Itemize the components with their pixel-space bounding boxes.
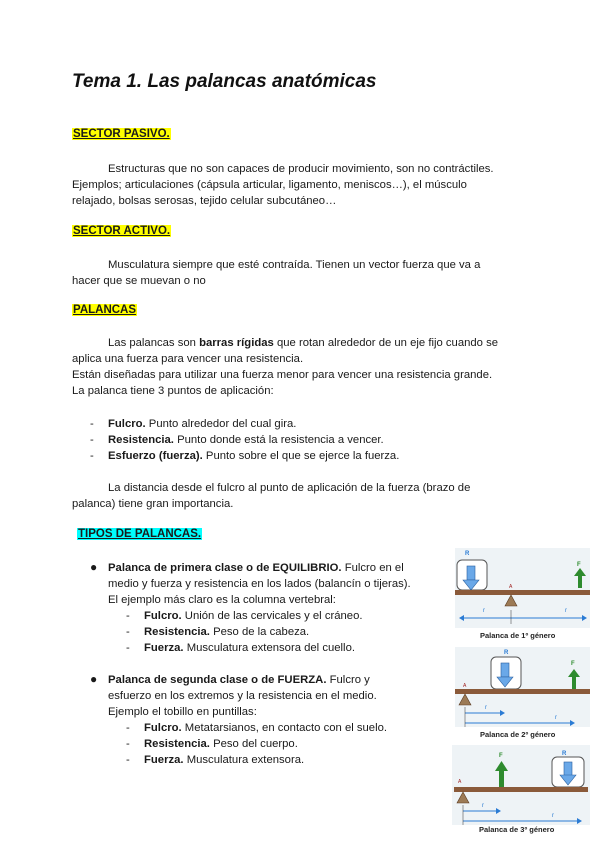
- label-a: A: [509, 584, 513, 590]
- sector-activo-heading: SECTOR ACTIVO.: [73, 225, 171, 237]
- tipos-heading: TIPOS DE PALANCAS.: [78, 528, 202, 540]
- page-title: Tema 1. Las palancas anatómicas: [72, 71, 377, 92]
- label-f: F: [499, 753, 503, 759]
- lever-bar: [454, 787, 588, 792]
- segunda-items: [90, 720, 387, 768]
- label-r-short: r: [482, 803, 484, 809]
- label-r-short: r: [485, 705, 487, 711]
- resistance-arrow-icon: [501, 663, 509, 677]
- list-item: - Resistencia. Peso de la cabeza.: [126, 626, 310, 638]
- lever-diagram-1: [455, 548, 590, 643]
- force-arrow-shaft: [578, 574, 582, 588]
- label-a: A: [458, 779, 462, 785]
- label-a: A: [463, 683, 467, 689]
- palancas-text: Las palancas son barras rígidas que rotan alrededor de un eje fijo cuando se aplica una fuerza para vencer una resistencia. Están diseñadas para utilizar una fuerza menor para vencer una resistencia grande. La palanca tiene 3 puntos de aplicación:: [72, 337, 499, 397]
- list-item: - Fuerza. Musculatura extensora del cuello.: [126, 642, 355, 654]
- force-arrow-shaft: [572, 675, 576, 689]
- figure-background: [455, 647, 590, 727]
- figure-caption-1: Palanca de 1º género: [480, 631, 556, 640]
- lever-diagram-2: [455, 647, 590, 742]
- label-r-long: r: [555, 715, 557, 721]
- resistance-arrow-icon: [564, 762, 572, 776]
- palancas-heading: PALANCAS: [73, 304, 137, 316]
- figure-caption-2: Palanca de 2º género: [480, 730, 556, 739]
- figure-caption-3: Palanca de 3º género: [479, 825, 555, 834]
- label-f: F: [577, 562, 581, 568]
- sector-pasivo-text: Estructuras que no son capaces de producir movimiento, son no contráctiles. Ejemplos; articulaciones (cápsula articular, ligamento, meniscos…), el músculo relajado, bolsas serosas, tejido celular subcutáneo…: [72, 163, 494, 207]
- palancas-points-list: [90, 416, 399, 464]
- lever-bar: [455, 590, 590, 595]
- label-f: F: [571, 661, 575, 667]
- list-item: - Fulcro. Metatarsianos, en contacto con el suelo.: [126, 722, 388, 734]
- list-item: - Esfuerzo (fuerza). Punto sobre el que se ejerce la fuerza.: [90, 450, 400, 462]
- distance-text: La distancia desde el fulcro al punto de aplicación de la fuerza (brazo de palanca) tiene gran importancia.: [72, 482, 471, 510]
- label-r-left: r: [483, 608, 485, 614]
- label-r-upper: R: [562, 751, 567, 757]
- lever-figure-second-class: [455, 647, 590, 742]
- lever-bar: [455, 689, 590, 694]
- primera-clase-block: ● Palanca de primera clase o de EQUILIBRIO. Fulcro en el medio y fuerza y resistencia en los lados (balancín o tijeras). El ejemplo más claro es la columna vertebral: - Fulcro. Unión de las cervicales y el cráneo. - Resistencia. Peso de la cabeza. - Fuerza. Musculatura extensora del cuello.: [90, 560, 411, 654]
- resistance-arrow-icon: [467, 566, 475, 580]
- sector-activo-text: Musculatura siempre que esté contraída. Tienen un vector fuerza que va a hacer que se muevan o no: [72, 259, 481, 287]
- list-item: - Fulcro. Punto alrededor del cual gira.: [90, 418, 297, 430]
- lever-figure-third-class: [452, 745, 590, 840]
- list-item: - Fulcro. Unión de las cervicales y el cráneo.: [126, 610, 363, 622]
- label-r-upper: R: [465, 551, 470, 557]
- list-item: - Resistencia. Peso del cuerpo.: [126, 738, 298, 750]
- label-r-right: r: [565, 608, 567, 614]
- primera-items: [90, 608, 411, 656]
- force-arrow-shaft: [499, 769, 504, 787]
- lever-figure-first-class: [455, 548, 590, 643]
- list-item: - Fuerza. Musculatura extensora.: [126, 754, 305, 766]
- segunda-clase-block: ● Palanca de segunda clase o de FUERZA. Fulcro y esfuerzo en los extremos y la resistencia en el medio. Ejemplo el tobillo en puntillas: - Fulcro. Metatarsianos, en contacto con el suelo. - Resistencia. Peso del cuerpo. - Fuerza. Musculatura extensora.: [90, 672, 388, 766]
- list-item: - Resistencia. Punto donde está la resistencia a vencer.: [90, 434, 384, 446]
- label-r-long: r: [552, 813, 554, 819]
- sector-pasivo-heading: SECTOR PASIVO.: [73, 128, 170, 140]
- label-r-upper: R: [504, 650, 509, 656]
